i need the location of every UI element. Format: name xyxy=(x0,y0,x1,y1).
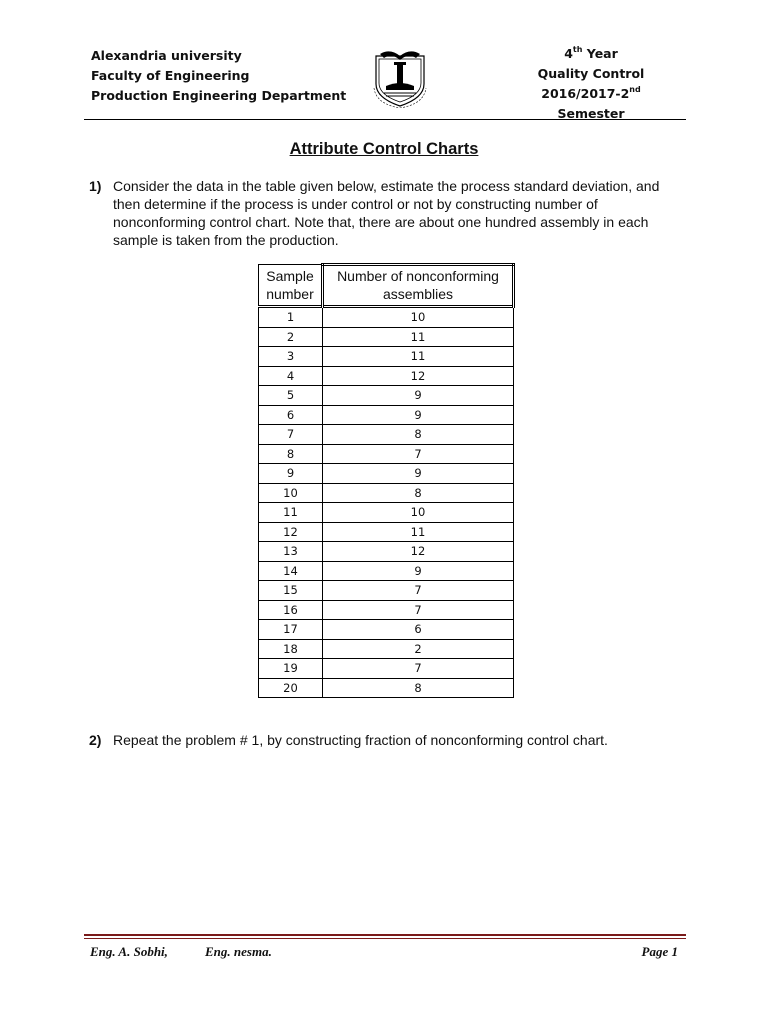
problem-text: Consider the data in the table given below, estimate the process standard deviation, and then determine if the process is under control or not by constructing number of nonconforming control chart. Note that, there are about one hundred assembly in each sample is taken from the production. xyxy=(113,178,660,248)
nonconforming-count-cell: 11 xyxy=(323,327,514,347)
footer-divider xyxy=(84,934,686,936)
sample-number-cell: 18 xyxy=(259,639,323,659)
sample-number-cell: 14 xyxy=(259,561,323,581)
footer-author-2: Eng. nesma. xyxy=(205,944,272,959)
footer-author-1: Eng. A. Sobhi, xyxy=(90,944,168,959)
table-row xyxy=(259,542,514,562)
nonconforming-count-cell: 9 xyxy=(323,561,514,581)
header-right xyxy=(506,44,676,124)
problem-2 xyxy=(89,731,689,749)
nonconforming-count-cell: 6 xyxy=(323,620,514,640)
course-name: Quality Control xyxy=(537,66,645,81)
university-name: Alexandria university xyxy=(91,48,242,63)
column-header-sample: Sample number xyxy=(259,265,323,307)
nonconforming-count-cell: 9 xyxy=(323,386,514,406)
table-row xyxy=(259,581,514,601)
table-row xyxy=(259,678,514,698)
nonconforming-count-cell: 9 xyxy=(323,464,514,484)
table-row xyxy=(259,444,514,464)
sample-number-cell: 16 xyxy=(259,600,323,620)
sample-number-cell: 5 xyxy=(259,386,323,406)
table-row xyxy=(259,386,514,406)
table-row xyxy=(259,425,514,445)
sample-number-cell: 6 xyxy=(259,405,323,425)
nonconforming-count-cell: 10 xyxy=(323,503,514,523)
sample-number-cell: 1 xyxy=(259,307,323,328)
sample-number-cell: 2 xyxy=(259,327,323,347)
nonconforming-count-cell: 12 xyxy=(323,366,514,386)
header-divider xyxy=(84,119,686,120)
problem-number: 1) xyxy=(89,178,102,194)
sample-number-cell: 4 xyxy=(259,366,323,386)
page-number: Page 1 xyxy=(641,944,678,959)
nonconforming-count-cell: 8 xyxy=(323,483,514,503)
nonconforming-count-cell: 2 xyxy=(323,639,514,659)
nonconforming-count-cell: 8 xyxy=(323,425,514,445)
nonconforming-count-cell: 7 xyxy=(323,444,514,464)
sample-number-cell: 3 xyxy=(259,347,323,367)
department-name: Production Engineering Department xyxy=(91,88,347,103)
data-table xyxy=(258,263,515,698)
university-logo xyxy=(366,46,434,108)
nonconforming-count-cell: 7 xyxy=(323,581,514,601)
table-row xyxy=(259,620,514,640)
table-header-row xyxy=(259,265,514,307)
faculty-name: Faculty of Engineering xyxy=(91,68,250,83)
table-row xyxy=(259,483,514,503)
table-row xyxy=(259,405,514,425)
semester-line: 2016/2017-2nd Semester xyxy=(541,85,641,121)
nonconforming-count-cell: 8 xyxy=(323,678,514,698)
problem-1 xyxy=(89,177,689,249)
table-row xyxy=(259,600,514,620)
nonconforming-count-cell: 7 xyxy=(323,600,514,620)
table-row xyxy=(259,561,514,581)
nonconforming-count-cell: 11 xyxy=(323,522,514,542)
sample-number-cell: 13 xyxy=(259,542,323,562)
sample-number-cell: 8 xyxy=(259,444,323,464)
sample-number-cell: 20 xyxy=(259,678,323,698)
nonconforming-count-cell: 7 xyxy=(323,659,514,679)
sample-number-cell: 10 xyxy=(259,483,323,503)
footer-divider-thin xyxy=(84,938,686,939)
table-row xyxy=(259,659,514,679)
table-row xyxy=(259,307,514,328)
nonconforming-count-cell: 10 xyxy=(323,307,514,328)
header-left xyxy=(91,46,346,106)
sample-number-cell: 7 xyxy=(259,425,323,445)
table-row xyxy=(259,639,514,659)
nonconforming-count-cell: 9 xyxy=(323,405,514,425)
table-row xyxy=(259,503,514,523)
nonconforming-count-cell: 11 xyxy=(323,347,514,367)
problem-number: 2) xyxy=(89,732,102,748)
sample-number-cell: 17 xyxy=(259,620,323,640)
sample-number-cell: 11 xyxy=(259,503,323,523)
sample-number-cell: 12 xyxy=(259,522,323,542)
table-body xyxy=(259,307,514,698)
problem-text: Repeat the problem # 1, by constructing fraction of nonconforming control chart. xyxy=(113,732,608,748)
nonconforming-count-cell: 12 xyxy=(323,542,514,562)
sample-number-cell: 19 xyxy=(259,659,323,679)
table-row xyxy=(259,522,514,542)
column-header-nonconforming: Number of nonconforming assemblies xyxy=(323,265,514,307)
sample-number-cell: 9 xyxy=(259,464,323,484)
table-row xyxy=(259,464,514,484)
table-row xyxy=(259,327,514,347)
year-line: 4th Year xyxy=(564,45,618,61)
page-title: Attribute Control Charts xyxy=(289,140,479,158)
sample-number-cell: 15 xyxy=(259,581,323,601)
table-row xyxy=(259,366,514,386)
table-row xyxy=(259,347,514,367)
